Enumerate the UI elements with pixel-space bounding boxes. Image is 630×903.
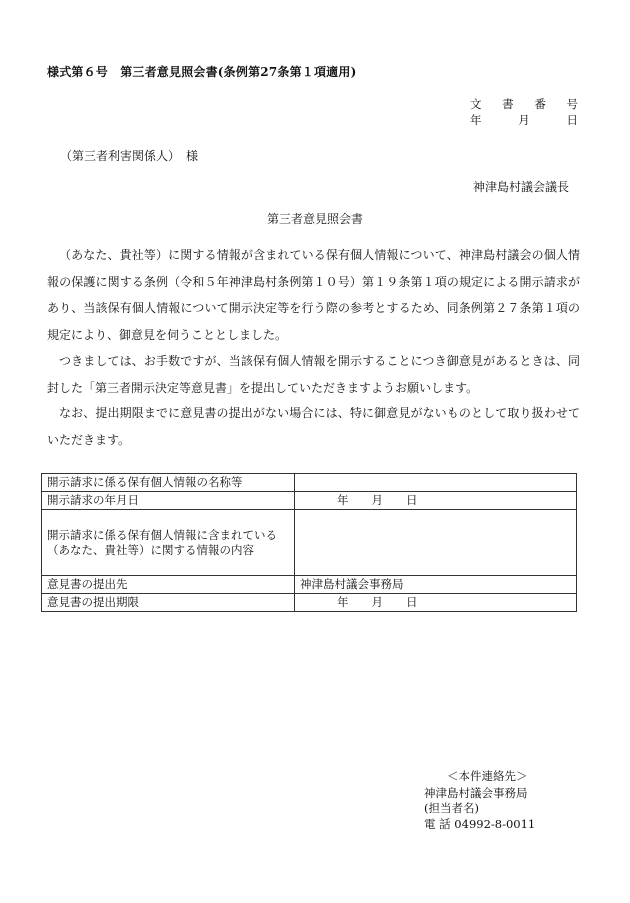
table-row xyxy=(42,474,577,492)
doc-number-char: 番 xyxy=(534,97,546,111)
doc-number-char: 文 xyxy=(470,97,482,111)
doc-number-char: 書 xyxy=(502,97,514,111)
addressee: （第三者利害関係人） 様 xyxy=(60,149,199,163)
sender: 神津島村議会議長 xyxy=(473,180,570,194)
contact-phone: 電 話 04992-8-0011 xyxy=(424,817,536,831)
row-label: 意見書の提出先 xyxy=(42,576,295,594)
document-title: 第三者意見照会書 xyxy=(266,212,363,226)
date-line xyxy=(470,112,578,128)
row-value: 年 月 日 xyxy=(295,594,577,612)
contact-office: 神津島村議会事務局 xyxy=(424,786,528,800)
contact-heading: ＜本件連絡先＞ xyxy=(447,769,528,783)
row-label: 開示請求に係る保有個人情報の名称等 xyxy=(42,474,295,492)
row-value: 年 月 日 xyxy=(295,492,577,510)
row-label: 意見書の提出期限 xyxy=(42,594,295,612)
document-number-line xyxy=(470,96,578,112)
table-row xyxy=(42,576,577,594)
body-paragraph: なお、提出期限までに意見書の提出がない場合には、特に御意見がないものとして取り扱わせていただきます。 xyxy=(47,406,580,447)
date-day: 日 xyxy=(566,113,578,127)
body-paragraph: （あなた、貴社等）に関する情報が含まれている保有個人情報について、神津島村議会の個人情報の保護に関する条例（令和５年神津島村条例第１０号）第１９条第１項の規定による開示請求があり、当該保有個人情報について開示決定等を行う際の参考とするため、同条例第２７条第１項の規定により、御意見を伺うこととしました。 xyxy=(47,248,580,342)
body-paragraph: つきましては、お手数ですが、当該保有個人情報を開示することにつき御意見があるときは、同封した「第三者開示決定等意見書」を提出していただきますようお願いします。 xyxy=(47,354,580,395)
form-title: 様式第６号 第三者意見照会書(条例第27条第１項適用) xyxy=(47,65,357,79)
row-label: 開示請求の年月日 xyxy=(42,492,295,510)
date-month: 月 xyxy=(518,113,530,127)
contact-person: (担当者名) xyxy=(424,801,479,815)
date-year: 年 xyxy=(470,113,482,127)
table-row xyxy=(42,492,577,510)
info-table xyxy=(41,473,577,612)
row-value: 神津島村議会事務局 xyxy=(295,576,577,594)
doc-number-char: 号 xyxy=(566,97,578,111)
table-row xyxy=(42,510,577,576)
row-value xyxy=(295,474,577,492)
row-label: 開示請求に係る保有個人情報に含まれている（あなた、貴社等）に関する情報の内容 xyxy=(42,510,295,576)
table-row xyxy=(42,594,577,612)
row-value xyxy=(295,510,577,576)
